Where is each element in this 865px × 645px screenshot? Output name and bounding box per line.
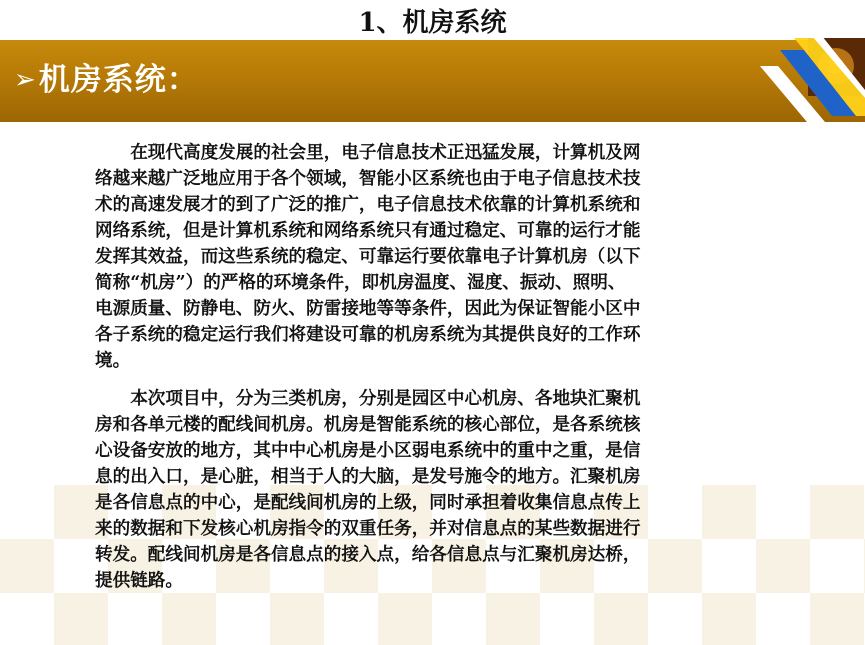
banner-heading-text: 机房系统：: [38, 62, 199, 98]
page-title: 1、机房系统: [358, 8, 507, 38]
banner-heading: [14, 58, 199, 102]
body-paragraph-1: 在现代高度发展的社会里，电子信息技术正迅猛发展，计算机及网 络越来越广泛地应用于各个领域，智能小区系统也由于电子信息技术技 术的高速发展才的到了广泛的推广，电子信息技术依靠的计算机系统和 网络系统，但是计算机系统和网络系统只有通过稳定、可靠的运行才能 发挥其效益，而这些系统的稳定、可靠运行要依靠电子计算机房（以下 简称“机房”）的严格的环境条件，即机房温度、湿度、振动、照明、 电源质量、防静电、防火、防雷接地等等条件，因此为保证智能小区中 各子系统的稳定运行我们将建设可靠的机房系统为其提供良好的工作环 境。: [95, 142, 641, 371]
body-paragraph-2: 本次项目中，分为三类机房，分别是园区中心机房、各地块汇聚机 房和各单元楼的配线间机房。机房是智能系统的核心部位，是各系统核 心设备安放的地方，其中中心机房是小区弱电系统中的重中之重，是信 息的出入口，是心脏，相当于人的大脑，是发号施令的地方。汇聚机房 是各信息点的中心，是配线间机房的上级，同时承担着收集信息点传上 来的数据和下发核心机房指令的双重任务，并对信息点的某些数据进行 转发。配线间机房是各信息点的接入点，给各信息点与汇聚机房达桥， 提供链路。: [95, 388, 641, 591]
corner-decoration: [760, 36, 865, 128]
arrow-bullet-icon: ➢: [14, 65, 37, 95]
body-content: [95, 140, 772, 594]
